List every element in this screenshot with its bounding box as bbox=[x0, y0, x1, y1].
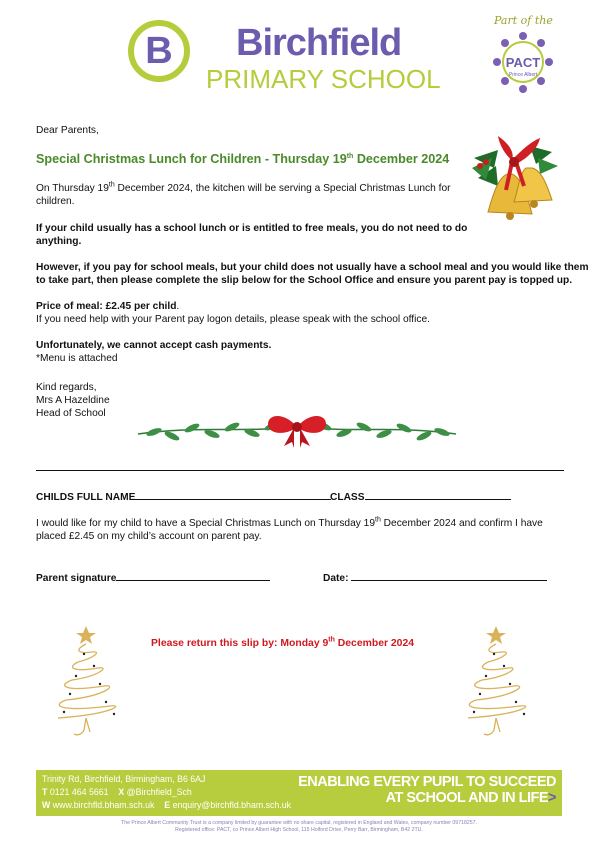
signoff-block: Kind regards, Mrs A Hazeldine Head of School bbox=[36, 382, 110, 419]
paid-meals-paragraph: However, if you pay for school meals, but your child does not usually have a school meal and you would like them to take part, then please complete the slip below for the School Office and ensure you parent pay is topped up. bbox=[36, 262, 589, 286]
letter-title: Special Christmas Lunch for Children - Thursday 19th December 2024 bbox=[36, 152, 450, 166]
free-meals-paragraph: If your child usually has a school lunch or is entitled to free meals, you do not need to do anything. bbox=[36, 223, 468, 247]
footer-social[interactable]: @Birchfield_Sch bbox=[126, 787, 192, 797]
logo-letter: B bbox=[145, 30, 173, 72]
christmas-tree-icon-left bbox=[44, 624, 128, 740]
pact-sub: Prince Albert bbox=[508, 72, 538, 78]
slip-separator bbox=[36, 470, 564, 471]
signature-line[interactable] bbox=[116, 571, 270, 581]
class-label: CLASS bbox=[330, 492, 365, 503]
child-name-label: CHILDS FULL NAME bbox=[36, 492, 136, 503]
class-field[interactable] bbox=[330, 490, 511, 504]
holly-garland-icon bbox=[134, 406, 460, 450]
child-name-line[interactable] bbox=[135, 490, 331, 500]
return-deadline: Please return this slip by: Monday 9th December 2024 bbox=[151, 636, 415, 649]
class-line[interactable] bbox=[365, 490, 511, 500]
salutation: Dear Parents, bbox=[36, 125, 99, 136]
signature-label: Parent signature bbox=[36, 573, 117, 584]
school-name: Birchfield bbox=[236, 22, 402, 64]
child-name-field[interactable] bbox=[36, 490, 331, 504]
footer-address: Trinity Rd, Birchfield, Birmingham, B6 6AJ bbox=[42, 774, 206, 784]
pact-name: PACT bbox=[505, 55, 541, 70]
confirmation-text: I would like for my child to have a Special Christmas Lunch on Thursday 19th December 2024 and confirm I have placed £2.45 on my child’s account on parent pay. bbox=[36, 516, 543, 542]
footer-contact: Trinity Rd, Birchfield, Birmingham, B6 6AJ T 0121 464 5661 X @Birchfield_Sch W www.birchfld.bham.sch.uk E enquiry@birchfld.bham.sch.uk bbox=[42, 774, 292, 810]
christmas-bells-icon bbox=[468, 128, 560, 222]
footer-banner bbox=[36, 770, 562, 816]
intro-paragraph: On Thursday 19th December 2024, the kitchen will be serving a Special Christmas Lunch for children. bbox=[36, 181, 451, 207]
payment-notice: Unfortunately, we cannot accept cash payments. *Menu is attached bbox=[36, 340, 272, 364]
school-type: PRIMARY SCHOOL bbox=[206, 64, 441, 94]
date-field[interactable] bbox=[323, 571, 547, 585]
price-paragraph: Price of meal: £2.45 per child. If you need help with your Parent pay logon details, please speak with the school office. bbox=[36, 301, 430, 325]
christmas-tree-icon-right bbox=[454, 624, 538, 740]
footer-website[interactable]: www.birchfld.bham.sch.uk bbox=[52, 800, 155, 810]
date-label: Date: bbox=[323, 573, 352, 584]
date-line[interactable] bbox=[351, 571, 547, 581]
signature-field[interactable] bbox=[36, 571, 270, 585]
footer-slogan: ENABLING EVERY PUPIL TO SUCCEED AT SCHOOL AND IN LIFE> bbox=[298, 774, 556, 806]
footer-email[interactable]: enquiry@birchfld.bham.sch.uk bbox=[172, 800, 292, 810]
school-logo bbox=[128, 20, 190, 82]
partner-tagline: Part of the bbox=[494, 14, 553, 27]
footer-fineprint: The Prince Albert Community Trust is a company limited by guarantee with no share capital, registered in England and Wales, company number 09718257. Registered office: PACT, co Prince Albert High School, 115 Holford Drive, Perry Barr, Birmingham, B42 2TU. bbox=[121, 820, 477, 833]
pact-logo bbox=[488, 26, 558, 106]
footer-phone: 0121 464 5661 bbox=[49, 787, 109, 797]
